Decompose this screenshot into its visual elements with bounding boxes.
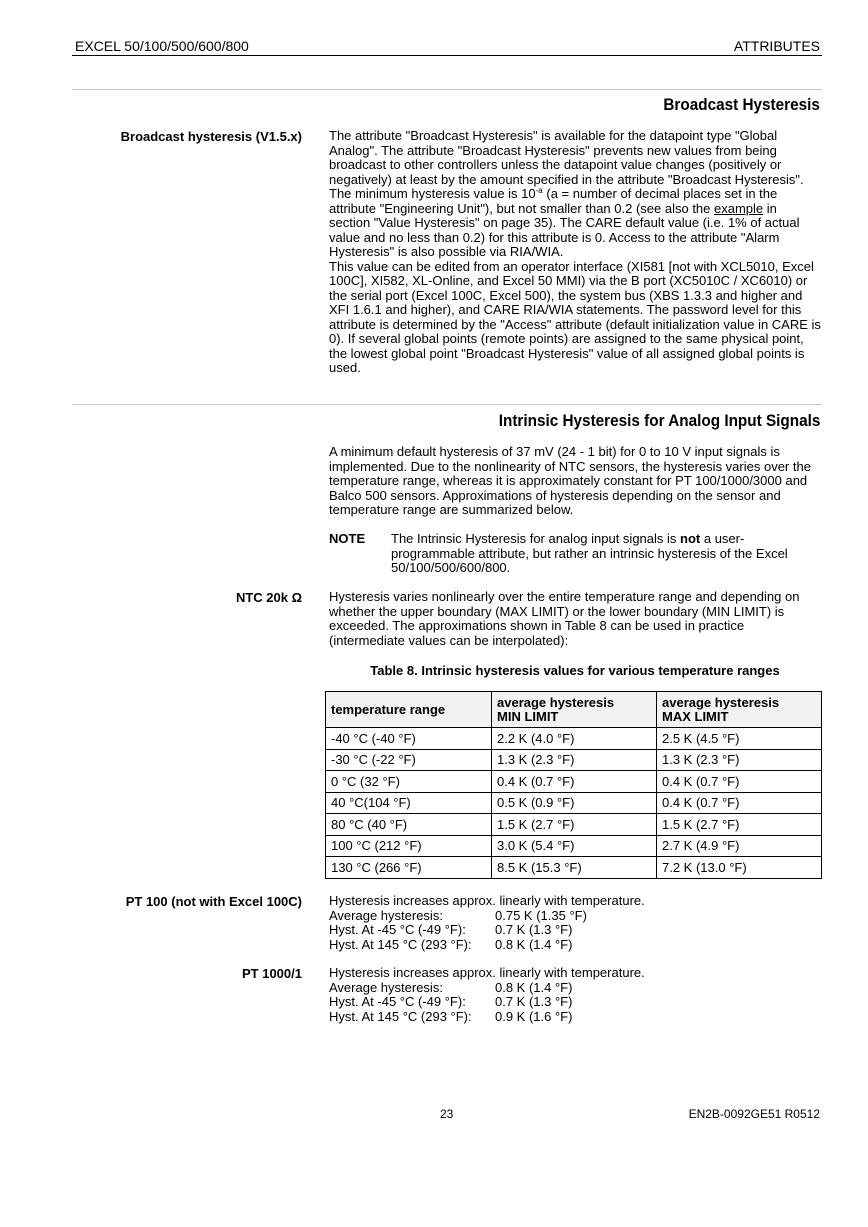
pt1000-summary: Hysteresis increases approx. linearly with temperature. <box>329 965 645 980</box>
table-cell: 0 °C (32 °F) <box>326 771 492 793</box>
broadcast-hysteresis-text <box>329 129 821 376</box>
note-block <box>329 532 821 576</box>
table-row <box>326 792 822 814</box>
pt100-value-row: Average hysteresis: 0.75 K (1.35 °F) <box>329 907 587 923</box>
table-header-cell: temperature range <box>326 692 492 728</box>
table-cell: 2.2 K (4.0 °F) <box>492 728 657 750</box>
table-cell: 0.4 K (0.7 °F) <box>657 792 822 814</box>
broadcast-paragraph-2: This value can be edited from an operator interface (XI581 [not with XCL5010, Excel 100C], XI582, XL-Online, and Excel 50 MMI) via the B port (XC5010C / XC6010) or the serial port (Excel 100C, Excel 500), the system bus (XBS 1.3.3 and higher and XFI 1.6.1 and higher), and CARE RIA/WIA statements. The password level for this attribute is determined by the "Access" attribute (default initialization value in CARE is 0). If several global points (remote points) are assigned to the same physical point, the lowest global point "Broadcast Hysteresis" value of all assigned global points is used. <box>329 258 821 375</box>
page-number: 23 <box>440 1107 454 1121</box>
table-cell: 7.2 K (13.0 °F) <box>657 857 822 879</box>
table-cell: 8.5 K (15.3 °F) <box>492 857 657 879</box>
intrinsic-intro-text: A minimum default hysteresis of 37 mV (24 - 1 bit) for 0 to 10 V input signals is implemented. Due to the nonlinearity of NTC sensors, the hysteresis varies over the temperature range, whereas it is approximately constant for PT 100/1000/3000 and Balco 500 sensors. Approximations of hysteresis depending on the sensor and temperature range are summarized below. <box>329 444 811 517</box>
table-header-cell: average hysteresis MIN LIMIT <box>492 692 657 728</box>
table-cell: -30 °C (-22 °F) <box>326 749 492 771</box>
table-row <box>326 835 822 857</box>
table-cell: 80 °C (40 °F) <box>326 814 492 836</box>
table-row <box>326 814 822 836</box>
table-cell: 0.4 K (0.7 °F) <box>492 771 657 793</box>
table-cell: 3.0 K (5.4 °F) <box>492 835 657 857</box>
side-label-pt1000: PT 1000/1 <box>242 966 302 981</box>
table-cell: 1.5 K (2.7 °F) <box>492 814 657 836</box>
table-cell: 0.5 K (0.9 °F) <box>492 792 657 814</box>
table-cell: 1.3 K (2.3 °F) <box>657 749 822 771</box>
table-row <box>326 771 822 793</box>
table-cell: 0.4 K (0.7 °F) <box>657 771 822 793</box>
pt100-summary: Hysteresis increases approx. linearly with temperature. <box>329 893 645 908</box>
table-header-row <box>326 692 822 728</box>
header-rule <box>72 55 822 56</box>
table-row <box>326 749 822 771</box>
note-text: The Intrinsic Hysteresis for analog input signals is not a user-programmable attribute, but rather an intrinsic hysteresis of the Excel 50/100/500/600/800. <box>391 531 788 575</box>
table-cell: 2.5 K (4.5 °F) <box>657 728 822 750</box>
side-label-broadcast-hysteresis: Broadcast hysteresis (V1.5.x) <box>120 129 302 144</box>
note-tag: NOTE <box>329 531 366 546</box>
section-divider <box>72 404 822 405</box>
section-heading-broadcast-hysteresis: Broadcast Hysteresis <box>663 95 820 114</box>
pt100-block <box>329 894 821 952</box>
pt100-value-row: Hyst. At 145 °C (293 °F): 0.8 K (1.4 °F) <box>329 936 573 952</box>
side-label-pt100: PT 100 (not with Excel 100C) <box>125 894 302 909</box>
table-cell: 40 °C(104 °F) <box>326 792 492 814</box>
table-row <box>326 728 822 750</box>
table-cell: 100 °C (212 °F) <box>326 835 492 857</box>
pt1000-block <box>329 966 821 1024</box>
pt1000-value-row: Average hysteresis: 0.8 K (1.4 °F) <box>329 979 573 995</box>
table-caption: Table 8. Intrinsic hysteresis values for various temperature ranges <box>370 663 780 678</box>
broadcast-paragraph-1: The attribute "Broadcast Hysteresis" is available for the datapoint type "Global Analog". The attribute "Broadcast Hysteresis" prevents new values from being broadcast to other controllers unless the datapoint value changes (positively or negatively) at least by the amount specified in the attribute "Broadcast Hysteresis". The minimum hysteresis value is $10^{-a}$ (a = number of decimal places set in the attribute "Engineering Unit"), but not smaller than 0.2 (see also the example in section "Value Hysteresis" on page 35). The CARE default value (i.e. 1% of actual value and no less than 0.2) for this attribute is 0. Access to the attribute "Alarm Hysteresis" is also possible via RIA/WIA. <box>329 128 804 259</box>
section-heading-intrinsic-hysteresis: Intrinsic Hysteresis for Analog Input Signals <box>498 411 820 430</box>
section-divider <box>72 89 822 90</box>
hysteresis-table <box>325 691 822 879</box>
table-cell: 2.7 K (4.9 °F) <box>657 835 822 857</box>
ntc-text: Hysteresis varies nonlinearly over the entire temperature range and depending on whether the upper boundary (MAX LIMIT) or the lower boundary (MIN LIMIT) is exceeded. The approximations shown in Table 8 can be used in practice (intermediate values can be interpolated): <box>329 589 800 648</box>
table-cell: 130 °C (266 °F) <box>326 857 492 879</box>
document-id: EN2B-0092GE51 R0512 <box>688 1107 820 1121</box>
table-cell: 1.3 K (2.3 °F) <box>492 749 657 771</box>
table-row <box>326 857 822 879</box>
table-cell: -40 °C (-40 °F) <box>326 728 492 750</box>
table-header-cell: average hysteresis MAX LIMIT <box>657 692 822 728</box>
pt1000-value-row: Hyst. At -45 °C (-49 °F): 0.7 K (1.3 °F) <box>329 994 573 1009</box>
running-header-title: EXCEL 50/100/500/600/800 <box>75 38 249 54</box>
example-link[interactable]: example <box>714 200 764 216</box>
pt100-value-row: Hyst. At -45 °C (-49 °F): 0.7 K (1.3 °F) <box>329 922 573 937</box>
table-cell: 1.5 K (2.7 °F) <box>657 814 822 836</box>
running-header-section: ATTRIBUTES <box>733 38 820 54</box>
pt1000-value-row: Hyst. At 145 °C (293 °F): 0.9 K (1.6 °F) <box>329 1008 573 1024</box>
side-label-ntc-20k: NTC 20k Ω <box>235 590 302 605</box>
